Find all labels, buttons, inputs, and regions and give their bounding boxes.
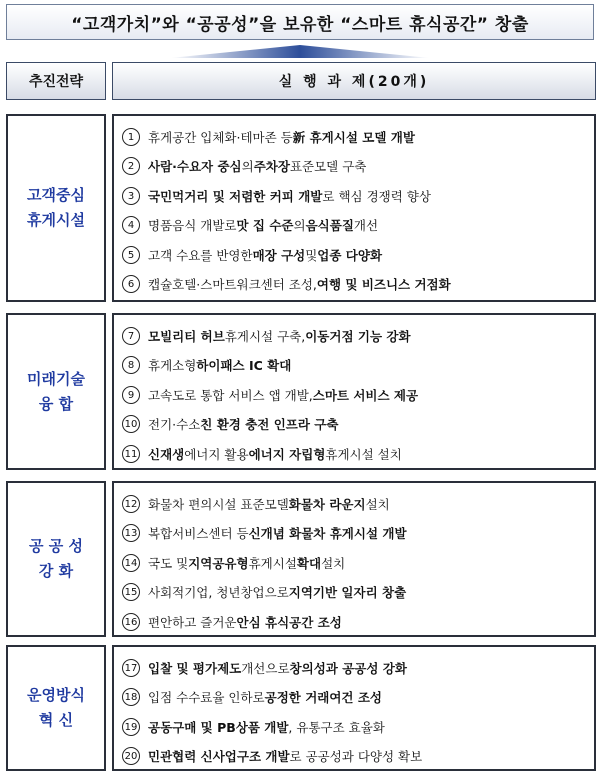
task-text: 사회적기업, 청년창업으로 xyxy=(148,585,289,601)
task-item xyxy=(114,122,594,152)
task-text-bold: 창의성과 공공성 강화 xyxy=(289,660,407,676)
task-text-bold: 국민먹거리 및 저렴한 커피 개발 xyxy=(148,188,323,204)
task-text-bold: 지역기반 일자리 창출 xyxy=(288,585,407,601)
task-number: 19 xyxy=(122,718,140,736)
task-text-bold: 신재생 xyxy=(148,446,185,462)
task-text-bold: 공정한 거래여건 조성 xyxy=(264,690,383,706)
strategy-category: 공 공 성 강 화 xyxy=(6,481,106,637)
strategy-category: 운영방식 혁 신 xyxy=(6,645,106,771)
task-text: 화물차 편의시설 표준모델 xyxy=(148,496,289,512)
task-text: 및 xyxy=(305,247,318,263)
task-number: 10 xyxy=(122,415,140,433)
strategy-category: 미래기술 융 합 xyxy=(6,313,106,470)
task-text: 의 xyxy=(241,159,254,175)
task-number: 3 xyxy=(122,187,140,205)
task-item xyxy=(114,240,594,270)
task-list xyxy=(112,114,596,302)
task-list xyxy=(112,481,596,637)
task-text: 고객 수요를 반영한 xyxy=(148,247,253,263)
task-number: 18 xyxy=(122,688,140,706)
task-item xyxy=(114,410,594,440)
task-number: 6 xyxy=(122,275,140,293)
task-number: 1 xyxy=(122,128,140,146)
task-text-bold: 매장 구성 xyxy=(252,247,306,263)
task-text: 국도 및 xyxy=(148,555,189,571)
task-text-bold: 여행 및 비즈니스 거점화 xyxy=(316,277,451,293)
task-item xyxy=(114,152,594,182)
task-text: 의 xyxy=(293,218,306,234)
page-title-box xyxy=(6,4,594,40)
task-item xyxy=(114,489,594,519)
task-item xyxy=(114,270,594,300)
task-number: 7 xyxy=(122,327,140,345)
task-item xyxy=(114,321,594,351)
task-text-bold: 음식품질 xyxy=(305,218,354,234)
strategy-header: 추진전략 xyxy=(6,62,106,100)
task-text-bold: 화물차 라운지 xyxy=(288,496,366,512)
task-text-bold: 스마트 서비스 제공 xyxy=(312,387,419,403)
task-text-bold: 맛 집 수준 xyxy=(236,218,294,234)
task-text-bold: 공동구매 및 PB상품 개발 xyxy=(148,719,289,735)
task-number: 12 xyxy=(122,495,140,513)
task-text: 설치 xyxy=(321,555,346,571)
task-text-bold: 민관협력 신사업구조 개발 xyxy=(148,749,290,765)
task-text-bold: 확대 xyxy=(296,555,322,571)
task-text: 캡슐호텔·스마트워크센터 조성, xyxy=(148,277,317,293)
task-text: 휴게시설 xyxy=(248,555,297,571)
task-number: 2 xyxy=(122,157,140,175)
task-item xyxy=(114,712,594,742)
task-text: 로 핵심 경쟁력 향상 xyxy=(322,188,431,204)
task-number: 15 xyxy=(122,583,140,601)
title-pointer-wedge xyxy=(170,44,430,58)
task-text: 휴게소형 xyxy=(148,358,197,374)
task-item xyxy=(114,683,594,713)
task-item xyxy=(114,181,594,211)
task-text: , 유통구조 효율화 xyxy=(288,719,385,735)
task-list xyxy=(112,645,596,771)
task-item xyxy=(114,519,594,549)
task-text: 명품음식 개발로 xyxy=(148,218,237,234)
task-item xyxy=(114,607,594,637)
page-title: “고객가치”와 “공공성”을 보유한 “스마트 휴식공간” 창출 xyxy=(71,14,529,35)
task-number: 13 xyxy=(122,524,140,542)
task-text: 개선 xyxy=(353,218,379,234)
task-text: 휴게공간 입체화·테마존 등 xyxy=(148,129,293,145)
task-number: 16 xyxy=(122,613,140,631)
task-number: 14 xyxy=(122,554,140,572)
task-text-bold: 新 휴게시설 모델 개발 xyxy=(292,129,415,145)
task-number: 4 xyxy=(122,216,140,234)
task-number: 8 xyxy=(122,356,140,374)
task-text-bold: 안심 휴식공간 조성 xyxy=(236,614,342,630)
task-text: 복합서비스센터 등 xyxy=(148,526,249,542)
task-text-bold: 친 환경 충전 인프라 구축 xyxy=(200,417,339,433)
task-item xyxy=(114,439,594,469)
task-text: 로 공공성과 다양성 확보 xyxy=(289,749,423,765)
task-item xyxy=(114,548,594,578)
task-text: 입점 수수료율 인하로 xyxy=(148,690,265,706)
task-number: 17 xyxy=(122,659,140,677)
task-text: 편안하고 즐거운 xyxy=(148,614,237,630)
task-text-bold: 입찰 및 평가제도 xyxy=(148,660,242,676)
task-text: 휴게시설 설치 xyxy=(325,446,402,462)
task-text: 전기·수소 xyxy=(148,417,201,433)
task-text-bold: 에너지 자립형 xyxy=(248,446,326,462)
tasks-header: 실 행 과 제(20개) xyxy=(112,62,596,100)
task-number: 5 xyxy=(122,246,140,264)
task-item xyxy=(114,653,594,683)
task-text: 에너지 활용 xyxy=(184,446,249,462)
task-item xyxy=(114,742,594,772)
task-text-bold: 사람·수요자 중심 xyxy=(148,159,242,175)
task-number: 11 xyxy=(122,445,140,463)
task-item xyxy=(114,351,594,381)
task-number: 9 xyxy=(122,386,140,404)
task-text-bold: 지역공유형 xyxy=(188,555,249,571)
task-text: 표준모델 구축 xyxy=(289,159,367,175)
task-text: 개선으로 xyxy=(241,660,290,676)
task-text-bold: 신개념 화물차 휴게시설 개발 xyxy=(248,526,407,542)
task-text-bold: 하이패스 IC 확대 xyxy=(196,358,292,374)
task-text-bold: 모빌리티 허브 xyxy=(148,328,225,344)
task-number: 20 xyxy=(122,747,140,765)
task-text-bold: 이동거점 기능 강화 xyxy=(305,328,411,344)
task-item xyxy=(114,578,594,608)
task-text-bold: 업종 다양화 xyxy=(317,247,383,263)
task-item xyxy=(114,380,594,410)
task-text-bold: 주차장 xyxy=(253,159,290,175)
strategy-category: 고객중심 휴게시설 xyxy=(6,114,106,302)
task-text: 휴게시설 구축, xyxy=(224,328,306,344)
task-item xyxy=(114,211,594,241)
task-text: 설치 xyxy=(365,496,390,512)
task-text: 고속도로 통합 서비스 앱 개발, xyxy=(148,387,313,403)
task-list xyxy=(112,313,596,470)
